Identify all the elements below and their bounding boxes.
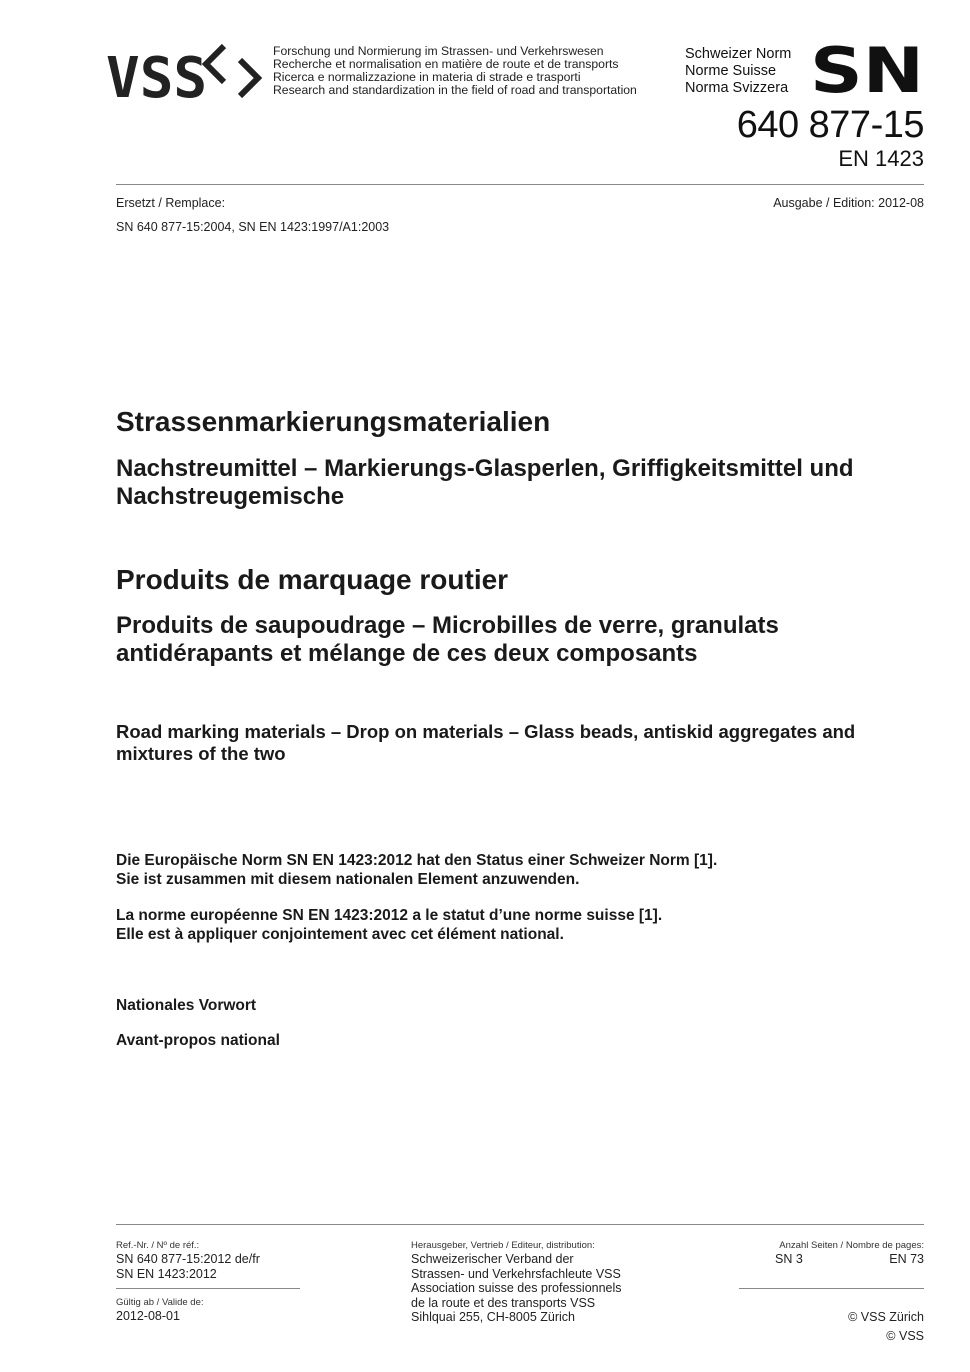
sn-logo-text: SN <box>810 45 924 95</box>
copyright-zurich: © VSS Zürich <box>848 1310 924 1324</box>
vss-logo-text: VSS <box>106 46 208 102</box>
publisher-address <box>411 1252 622 1325</box>
replaces-value: SN 640 877-15:2004, SN EN 1423:1997/A1:2003 <box>116 220 390 234</box>
pages-label: Anzahl Seiten / Nombre de pages: <box>779 1240 924 1251</box>
ref-values <box>116 1252 260 1281</box>
status-line: La norme européenne SN EN 1423:2012 a le statut d’une norme suisse [1]. <box>116 907 663 924</box>
en-number: EN 1423 <box>838 146 924 171</box>
sn-name-fr: Norme Suisse <box>685 63 777 79</box>
norm-number: 640 877-15 <box>736 104 924 146</box>
vss-tagline <box>273 45 637 97</box>
sn-name-it: Norma Svizzera <box>685 80 789 96</box>
tagline-line: Recherche et normalisation en matière de route et de transports <box>273 57 619 71</box>
ref-value: SN 640 877-15:2012 de/fr <box>116 1252 260 1266</box>
replaces-label: Ersetzt / Remplace: <box>116 196 226 210</box>
publisher-line: Schweizerischer Verband der <box>411 1252 574 1266</box>
valid-value: 2012-08-01 <box>116 1309 180 1323</box>
edition-date: Ausgabe / Edition: 2012-08 <box>773 196 924 210</box>
sn-logo <box>809 45 925 95</box>
publisher-line: Strassen- und Verkehrsfachleute VSS <box>411 1266 621 1281</box>
subtitle-fr: Produits de saupoudrage – Microbilles de verre, granulats antidérapants et mélange de ces deux composants <box>116 612 779 667</box>
publisher-line: de la route et des transports VSS <box>411 1295 596 1310</box>
pages-en: EN 73 <box>889 1252 924 1266</box>
sn-name-de: Schweizer Norm <box>685 46 792 62</box>
title-en: Road marking materials – Drop on materials – Glass beads, antiskid aggregates and mixtures of the two <box>116 721 856 764</box>
copyright-vss: © VSS <box>886 1329 924 1343</box>
tagline-line: Forschung und Normierung im Strassen- und Verkehrswesen <box>273 44 604 58</box>
header-divider <box>116 184 924 185</box>
status-line: Sie ist zusammen mit diesem nationalen Element anzuwenden. <box>116 870 580 888</box>
subtitle-de: Nachstreumittel – Markierungs-Glasperlen, Griffigkeitsmittel und Nachstreugemische <box>116 455 854 510</box>
title-fr: Produits de marquage routier <box>116 564 509 595</box>
ref-value: SN EN 1423:2012 <box>116 1266 217 1281</box>
status-note-fr <box>116 907 906 944</box>
ref-divider <box>116 1288 300 1289</box>
status-line: Die Europäische Norm SN EN 1423:2012 hat den Status einer Schweizer Norm [1]. <box>116 852 718 869</box>
footer-divider <box>116 1224 924 1225</box>
publisher-label: Herausgeber, Vertrieb / Editeur, distribution: <box>411 1240 595 1251</box>
status-note-de <box>116 852 906 889</box>
status-line: Elle est à appliquer conjointement avec cet élément national. <box>116 925 564 943</box>
pages-sn: SN 3 <box>775 1252 803 1266</box>
foreword-heading-fr: Avant-propos national <box>116 1032 280 1049</box>
pages-divider <box>739 1288 924 1289</box>
publisher-line: Association suisse des professionnels <box>411 1281 622 1295</box>
title-de: Strassenmarkierungsmaterialien <box>116 406 551 437</box>
sn-names <box>685 46 791 97</box>
ref-label: Ref.-Nr. / Nº de réf.: <box>116 1240 200 1251</box>
publisher-line: Sihlquai 255, CH-8005 Zürich <box>411 1310 575 1324</box>
tagline-line: Ricerca e normalizzazione in materia di strade e trasporti <box>273 70 581 84</box>
foreword-heading-de: Nationales Vorwort <box>116 997 257 1014</box>
vss-logo <box>106 42 266 102</box>
valid-label: Gültig ab / Valide de: <box>116 1297 204 1308</box>
tagline-line: Research and standardization in the field of road and transportation <box>273 83 637 97</box>
